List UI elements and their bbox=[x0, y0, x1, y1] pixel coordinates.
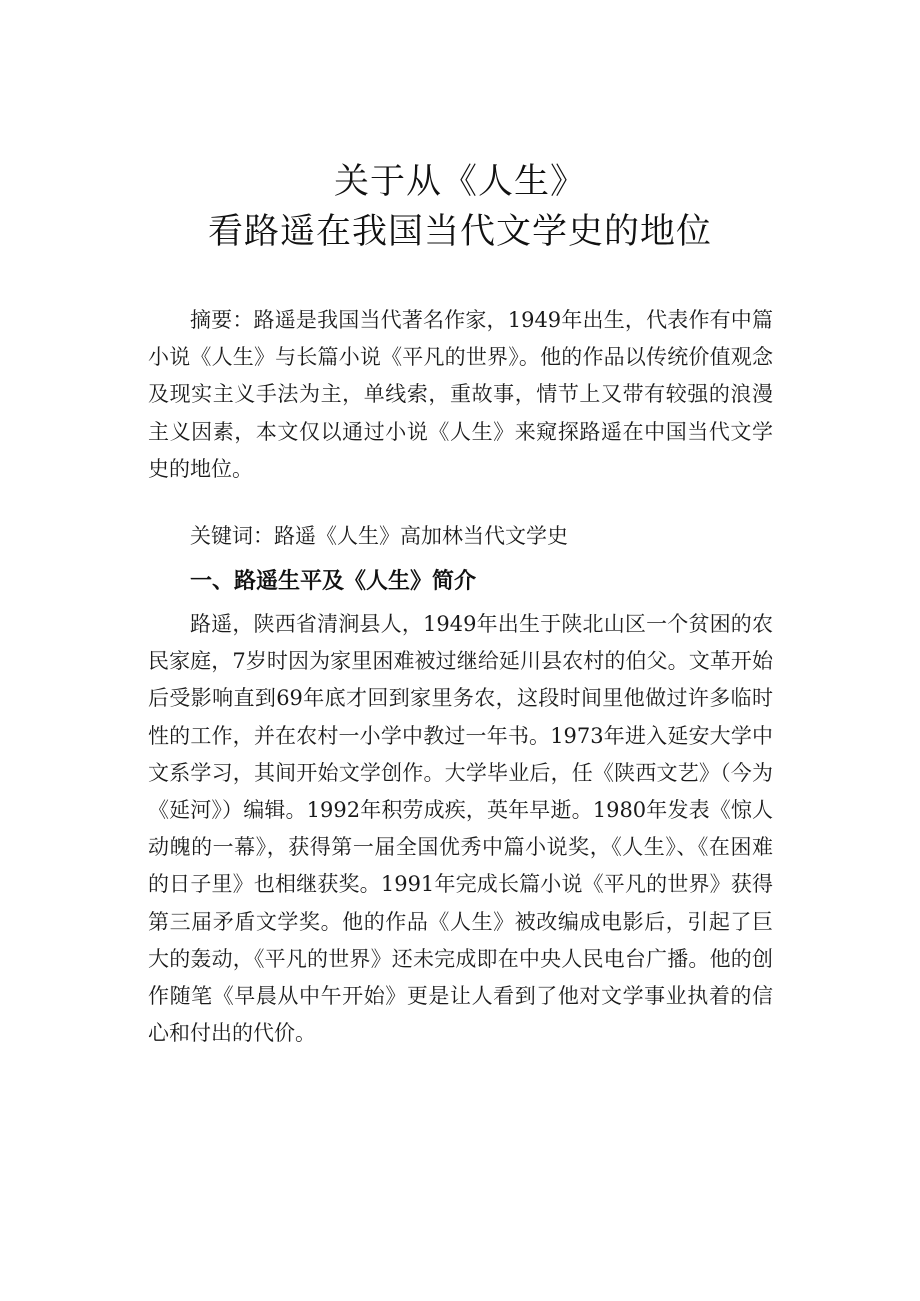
keywords-line: 关键词：路遥《人生》高加林当代文学史 bbox=[190, 524, 568, 548]
document-title-line-2: 看路遥在我国当代文学史的地位 bbox=[207, 212, 712, 252]
section-heading: 一、路遥生平及《人生》简介 bbox=[190, 569, 477, 594]
document-title-line-1: 关于从《人生》 bbox=[333, 162, 586, 202]
abstract-paragraph: 摘要：路遥是我国当代著名作家，1949年出生，代表作有中篇小说《人生》与长篇小说《平凡的世界》。他的作品以传统价值观念及现实主义手法为主，单线索，重故事，情节上又带有较强的浪漫主义因素，本文仅以通过小说《人生》来窥探路遥在中国当代文学史的地位。 bbox=[148, 308, 773, 481]
biography-paragraph: 路遥，陕西省清涧县人，1949年出生于陕北山区一个贫困的农民家庭，7岁时因为家里困难被过继给延川县农村的伯父。文革开始后受影响直到69年底才回到家里务农，这段时间里他做过许多临时性的工作，并在农村一小学中教过一年书。1973年进入延安大学中文系学习，其间开始文学创作。大学毕业后，任《陕西文艺》（今为《延河》）编辑。1992年积劳成疾，英年早逝。1980年发表《惊人动魄的一幕》，获得第一届全国优秀中篇小说奖，《人生》、《在困难的日子里》也相继获奖。1991年完成长篇小说《平凡的世界》获得第三届矛盾文学奖。他的作品《人生》被改编成电影后，引起了巨大的轰动，《平凡的世界》还未完成即在中央人民电台广播。他的创作随笔《早晨从中午开始》更是让人看到了他对文学事业执着的信心和付出的代价。 bbox=[148, 612, 773, 1046]
